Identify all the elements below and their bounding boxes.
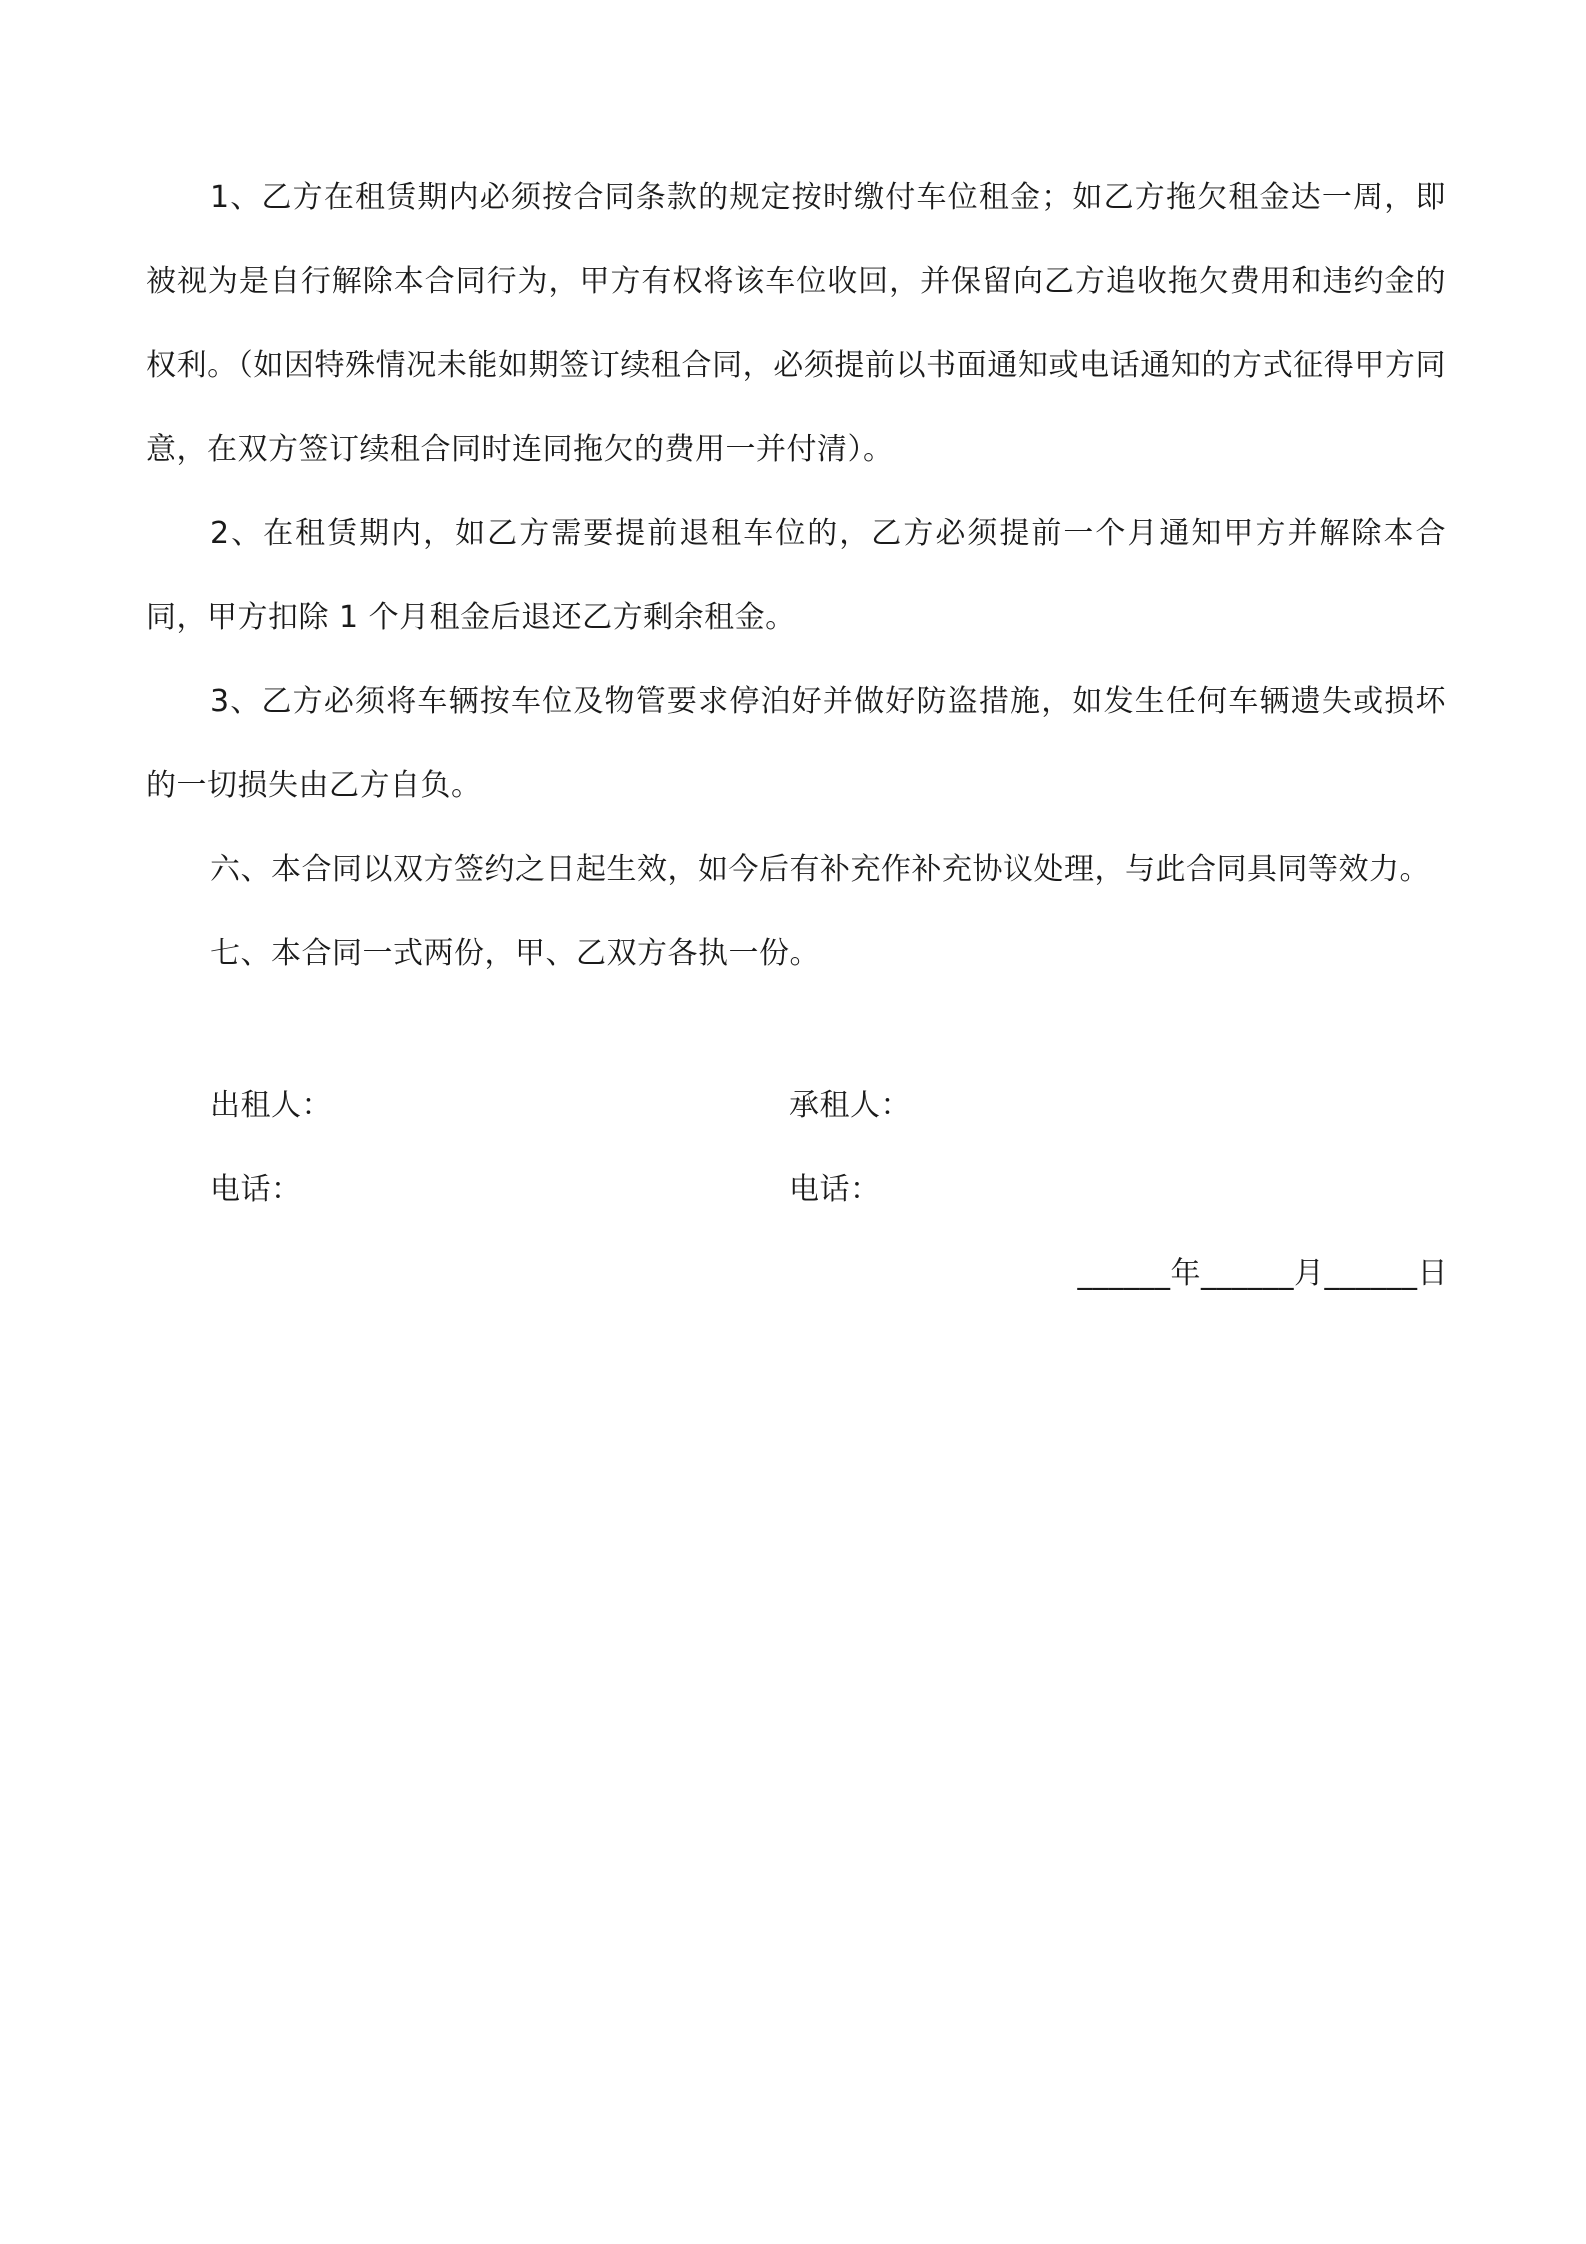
lessee-label: 承租人： — [789, 1088, 911, 1123]
clause-seven-copies: 七、本合同一式两份，甲、乙双方各执一份。 — [210, 936, 820, 971]
lessee-phone-label: 电话： — [789, 1172, 881, 1207]
clause-2-early-termination: 2、在租赁期内，如乙方需要提前退租车位的，乙方必须提前一个月通知甲方并解除本合同，甲方扣除 1 个月租金后退还乙方剩余租金。 — [146, 516, 1446, 635]
clause-3-vehicle-safety: 3、乙方必须将车辆按车位及物管要求停泊好并做好防盗措施，如发生任何车辆遗失或损坏的一切损失由乙方自负。 — [146, 684, 1446, 803]
signing-date-line: ______年______月______日 — [1077, 1256, 1448, 1291]
lessor-phone-label: 电话： — [210, 1172, 302, 1207]
clause-six-effective-date: 六、本合同以双方签约之日起生效，如今后有补充作补充协议处理，与此合同具同等效力。 — [210, 852, 1430, 887]
clause-1-rent-payment: 1、乙方在租赁期内必须按合同条款的规定按时缴付车位租金；如乙方拖欠租金达一周，即被视为是自行解除本合同行为，甲方有权将该车位收回，并保留向乙方追收拖欠费用和违约金的权利。（如因特殊情况未能如期签订续租合同，必须提前以书面通知或电话通知的方式征得甲方同意，在双方签订续租合同时连同拖欠的费用一并付清）。 — [146, 180, 1446, 467]
lessor-label: 出租人： — [210, 1088, 332, 1123]
contract-body — [146, 156, 1446, 996]
